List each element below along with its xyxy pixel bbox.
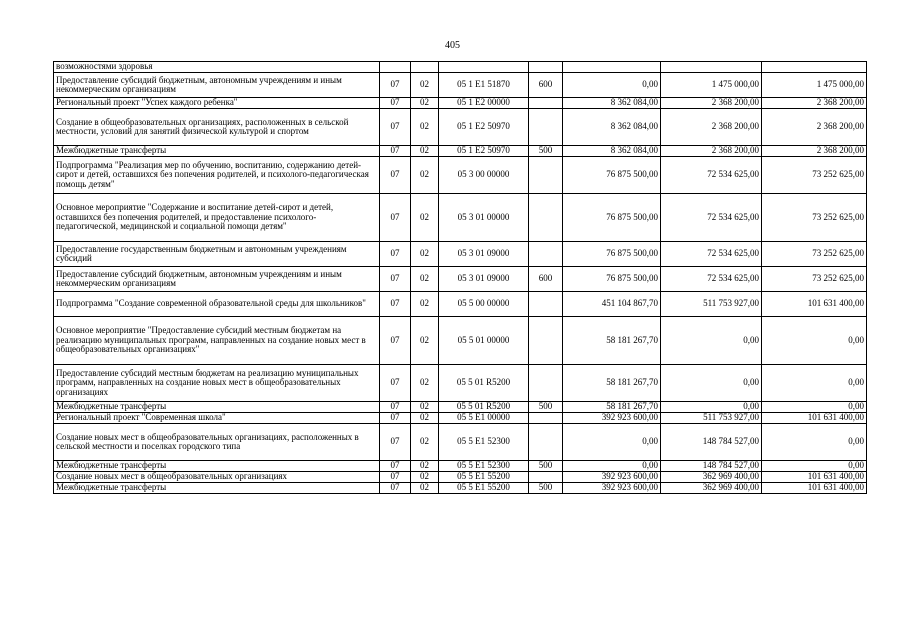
cell-pr: 02 [411, 267, 439, 292]
cell-rz: 07 [380, 242, 411, 267]
cell-csr: 05 5 01 R5200 [439, 365, 529, 402]
table-row [54, 483, 867, 494]
cell-pr: 02 [411, 472, 439, 483]
cell-name: Межбюджетные трансферты [54, 461, 380, 472]
cell-name: Предоставление субсидий бюджетным, автономным учреждениям и иным некоммерческим организациям [54, 267, 380, 292]
cell-csr: 05 5 00 00000 [439, 292, 529, 317]
cell-csr: 05 1 E2 50970 [439, 109, 529, 146]
cell-amount-year1: 0,00 [563, 73, 661, 98]
cell-amount-year3 [762, 62, 867, 73]
cell-pr: 02 [411, 424, 439, 461]
cell-name: Создание новых мест в общеобразовательных организациях, расположенных в сельской местности и поселках городского типа [54, 424, 380, 461]
table-row [54, 365, 867, 402]
cell-vr [529, 365, 563, 402]
cell-amount-year2: 72 534 625,00 [661, 242, 762, 267]
cell-csr: 05 3 01 09000 [439, 267, 529, 292]
cell-amount-year1: 392 923 600,00 [563, 413, 661, 424]
cell-amount-year1: 76 875 500,00 [563, 267, 661, 292]
cell-vr [529, 292, 563, 317]
cell-amount-year1: 76 875 500,00 [563, 157, 661, 194]
cell-csr: 05 5 E1 00000 [439, 413, 529, 424]
cell-vr [529, 62, 563, 73]
cell-csr: 05 5 E1 55200 [439, 483, 529, 494]
cell-amount-year2: 2 368 200,00 [661, 109, 762, 146]
cell-rz: 07 [380, 402, 411, 413]
cell-amount-year3: 73 252 625,00 [762, 157, 867, 194]
cell-amount-year3: 73 252 625,00 [762, 267, 867, 292]
cell-amount-year1: 8 362 084,00 [563, 109, 661, 146]
table-body [54, 62, 867, 494]
cell-vr [529, 157, 563, 194]
cell-pr: 02 [411, 146, 439, 157]
cell-amount-year3: 101 631 400,00 [762, 472, 867, 483]
cell-amount-year1: 58 181 267,70 [563, 365, 661, 402]
cell-amount-year1: 8 362 084,00 [563, 146, 661, 157]
table-row [54, 98, 867, 109]
cell-rz: 07 [380, 365, 411, 402]
cell-rz: 07 [380, 413, 411, 424]
cell-rz: 07 [380, 292, 411, 317]
cell-amount-year1: 76 875 500,00 [563, 242, 661, 267]
cell-vr [529, 424, 563, 461]
cell-csr: 05 3 00 00000 [439, 157, 529, 194]
cell-rz: 07 [380, 317, 411, 365]
cell-amount-year1: 58 181 267,70 [563, 317, 661, 365]
cell-name: Предоставление государственным бюджетным и автономным учреждениям субсидий [54, 242, 380, 267]
cell-amount-year3: 0,00 [762, 461, 867, 472]
cell-amount-year3: 0,00 [762, 365, 867, 402]
table-row [54, 62, 867, 73]
cell-amount-year2: 511 753 927,00 [661, 413, 762, 424]
cell-rz: 07 [380, 157, 411, 194]
table-row [54, 472, 867, 483]
table-row [54, 461, 867, 472]
cell-pr: 02 [411, 402, 439, 413]
table-row [54, 146, 867, 157]
cell-amount-year2: 0,00 [661, 317, 762, 365]
cell-pr: 02 [411, 317, 439, 365]
cell-rz: 07 [380, 483, 411, 494]
cell-name: Региональный проект "Современная школа" [54, 413, 380, 424]
cell-pr: 02 [411, 292, 439, 317]
table-row [54, 73, 867, 98]
cell-rz: 07 [380, 424, 411, 461]
cell-amount-year1: 392 923 600,00 [563, 472, 661, 483]
table-row [54, 194, 867, 242]
cell-pr: 02 [411, 461, 439, 472]
cell-name: Предоставление субсидий местным бюджетам на реализацию муниципальных программ, направленных на создание новых мест в общеобразовательных организациях [54, 365, 380, 402]
cell-pr: 02 [411, 194, 439, 242]
cell-name: Создание новых мест в общеобразовательных организациях [54, 472, 380, 483]
cell-csr [439, 62, 529, 73]
cell-vr: 500 [529, 402, 563, 413]
table-row [54, 424, 867, 461]
page-number: 405 [445, 40, 460, 51]
cell-vr [529, 109, 563, 146]
cell-vr: 600 [529, 267, 563, 292]
cell-rz: 07 [380, 146, 411, 157]
cell-amount-year1: 58 181 267,70 [563, 402, 661, 413]
cell-amount-year2: 362 969 400,00 [661, 483, 762, 494]
cell-csr: 05 3 01 09000 [439, 242, 529, 267]
cell-name: Подпрограмма "Реализация мер по обучению, воспитанию, содержанию детей-сирот и детей, оставшихся без попечения родителей, и психолого-педагогическая помощь детям" [54, 157, 380, 194]
cell-name: Региональный проект "Успех каждого ребенка" [54, 98, 380, 109]
table-row [54, 317, 867, 365]
cell-amount-year1: 0,00 [563, 424, 661, 461]
cell-name: возможностями здоровья [54, 62, 380, 73]
table-row [54, 267, 867, 292]
cell-amount-year2: 1 475 000,00 [661, 73, 762, 98]
cell-amount-year1: 451 104 867,70 [563, 292, 661, 317]
cell-csr: 05 5 01 00000 [439, 317, 529, 365]
cell-csr: 05 1 E2 00000 [439, 98, 529, 109]
cell-amount-year2: 511 753 927,00 [661, 292, 762, 317]
cell-rz: 07 [380, 73, 411, 98]
cell-amount-year3: 1 475 000,00 [762, 73, 867, 98]
cell-name: Основное мероприятие "Предоставление субсидий местным бюджетам на реализацию муниципальных программ, направленных на создание новых мест в общеобразовательных организациях" [54, 317, 380, 365]
cell-amount-year2 [661, 62, 762, 73]
cell-vr: 500 [529, 461, 563, 472]
cell-name: Предоставление субсидий бюджетным, автономным учреждениям и иным некоммерческим организациям [54, 73, 380, 98]
cell-amount-year1: 76 875 500,00 [563, 194, 661, 242]
cell-name: Межбюджетные трансферты [54, 483, 380, 494]
table-row [54, 413, 867, 424]
cell-amount-year1: 8 362 084,00 [563, 98, 661, 109]
cell-vr: 600 [529, 73, 563, 98]
cell-amount-year2: 362 969 400,00 [661, 472, 762, 483]
cell-csr: 05 5 E1 52300 [439, 461, 529, 472]
cell-amount-year3: 73 252 625,00 [762, 242, 867, 267]
cell-pr: 02 [411, 365, 439, 402]
table-row [54, 242, 867, 267]
cell-rz: 07 [380, 109, 411, 146]
cell-amount-year1: 0,00 [563, 461, 661, 472]
cell-rz: 07 [380, 461, 411, 472]
cell-vr [529, 472, 563, 483]
cell-name: Подпрограмма "Создание современной образовательной среды для школьников" [54, 292, 380, 317]
cell-vr: 500 [529, 483, 563, 494]
cell-rz: 07 [380, 472, 411, 483]
cell-csr: 05 5 E1 55200 [439, 472, 529, 483]
cell-amount-year2: 72 534 625,00 [661, 267, 762, 292]
cell-amount-year3: 0,00 [762, 424, 867, 461]
cell-amount-year3: 101 631 400,00 [762, 483, 867, 494]
cell-name: Межбюджетные трансферты [54, 402, 380, 413]
cell-pr [411, 62, 439, 73]
cell-amount-year3: 2 368 200,00 [762, 146, 867, 157]
cell-vr [529, 317, 563, 365]
cell-amount-year3: 0,00 [762, 317, 867, 365]
cell-vr: 500 [529, 146, 563, 157]
cell-amount-year2: 0,00 [661, 365, 762, 402]
cell-pr: 02 [411, 483, 439, 494]
cell-vr [529, 194, 563, 242]
cell-rz: 07 [380, 194, 411, 242]
cell-rz [380, 62, 411, 73]
table-row [54, 402, 867, 413]
cell-pr: 02 [411, 98, 439, 109]
cell-csr: 05 1 E2 50970 [439, 146, 529, 157]
budget-table [53, 61, 867, 494]
cell-name: Межбюджетные трансферты [54, 146, 380, 157]
table-row [54, 109, 867, 146]
cell-rz: 07 [380, 267, 411, 292]
cell-amount-year3: 0,00 [762, 402, 867, 413]
cell-amount-year1 [563, 62, 661, 73]
cell-vr [529, 413, 563, 424]
cell-vr [529, 98, 563, 109]
cell-amount-year2: 2 368 200,00 [661, 98, 762, 109]
cell-amount-year2: 148 784 527,00 [661, 461, 762, 472]
cell-amount-year2: 148 784 527,00 [661, 424, 762, 461]
cell-pr: 02 [411, 109, 439, 146]
cell-amount-year2: 72 534 625,00 [661, 194, 762, 242]
cell-rz: 07 [380, 98, 411, 109]
cell-amount-year2: 2 368 200,00 [661, 146, 762, 157]
cell-amount-year2: 0,00 [661, 402, 762, 413]
cell-vr [529, 242, 563, 267]
cell-csr: 05 1 E1 51870 [439, 73, 529, 98]
cell-amount-year2: 72 534 625,00 [661, 157, 762, 194]
cell-csr: 05 5 01 R5200 [439, 402, 529, 413]
cell-pr: 02 [411, 413, 439, 424]
cell-pr: 02 [411, 157, 439, 194]
table-row [54, 157, 867, 194]
cell-pr: 02 [411, 73, 439, 98]
cell-name: Создание в общеобразовательных организациях, расположенных в сельской местности, условий для занятий физической культурой и спортом [54, 109, 380, 146]
cell-amount-year3: 2 368 200,00 [762, 109, 867, 146]
cell-amount-year3: 73 252 625,00 [762, 194, 867, 242]
cell-amount-year1: 392 923 600,00 [563, 483, 661, 494]
cell-name: Основное мероприятие "Содержание и воспитание детей-сирот и детей, оставшихся без попечения родителей, и предоставление психолого-педагогической, медицинской и социальной помощи детям" [54, 194, 380, 242]
cell-amount-year3: 101 631 400,00 [762, 413, 867, 424]
cell-amount-year3: 101 631 400,00 [762, 292, 867, 317]
cell-amount-year3: 2 368 200,00 [762, 98, 867, 109]
cell-csr: 05 5 E1 52300 [439, 424, 529, 461]
cell-csr: 05 3 01 00000 [439, 194, 529, 242]
cell-pr: 02 [411, 242, 439, 267]
table-row [54, 292, 867, 317]
